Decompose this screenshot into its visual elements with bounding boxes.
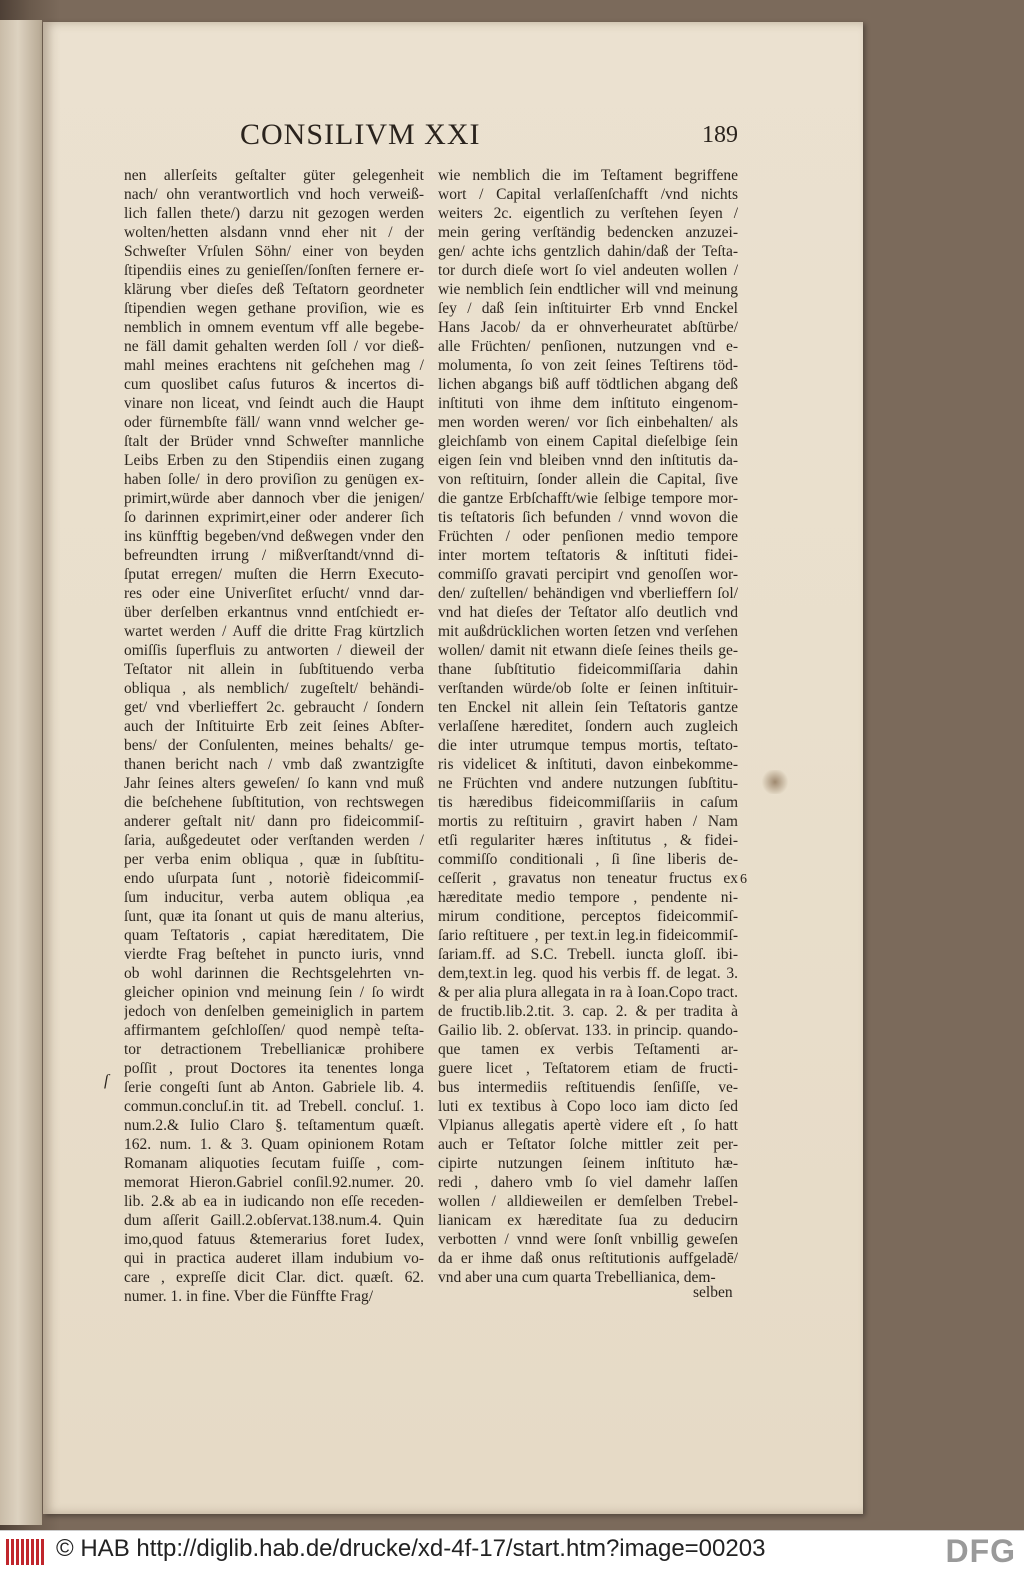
text-line: cipirte nutzungen ſeinem inſtituto hæ- — [438, 1155, 738, 1172]
text-line: mortis zu reſtituirn , gravirt haben / Nam — [438, 813, 738, 830]
text-line: die beſchehene ſubſtitution, von rechtswegen — [124, 794, 424, 811]
catchword: selben — [693, 1284, 733, 1301]
text-line: wollen / alldieweilen er demſelben Trebel- — [438, 1193, 738, 1210]
text-line: vnd aber una cum quarta Trebellianica, dem- — [438, 1269, 716, 1286]
text-line: klärung vber dieſes deß Teſtatorn geordneter — [124, 281, 424, 298]
page-header — [120, 110, 740, 158]
text-line: get/ vnd vberlieffert 2c. gebraucht / ſondern — [124, 699, 424, 716]
text-line: endo uſurpata ſunt , notoriè fideicommiſ- — [124, 870, 424, 887]
text-line: ſum inducitur, verba autem obliqua ,ea — [124, 889, 424, 906]
text-line: ſerie congeſti ſunt ab Anton. Gabriele lib. 4. — [124, 1079, 424, 1096]
text-line: commiſſo conditionali , ſi ſine liberis de- — [438, 851, 738, 868]
text-line: & per alia plura allegata in ra à Ioan.Copo tract. — [438, 984, 738, 1001]
text-line: Teſtator nit allein in ſubſtituendo verba — [124, 661, 424, 678]
text-line: über derſelben erkantnus vnnd entſchiedt er- — [124, 604, 424, 621]
text-line: mirum conditione, perceptos fideicommiſ- — [438, 908, 738, 925]
text-line: ins künfftig begeben/vnd deßwegen vnder den — [124, 528, 424, 545]
text-line: vinare non liceat, vnd ſeindt auch die Haupt — [124, 395, 424, 412]
text-line: weiters 2c. eigentlich zu verſtehen ſeyen / — [438, 205, 738, 222]
barcode-icon — [6, 1539, 46, 1565]
text-line: da er ihme daß onus reſtitutionis auffgeladē/ — [438, 1250, 738, 1267]
text-line: wie nemblich ſein endtlicher will vnd meinung — [438, 281, 738, 298]
text-line: tis hæredibus fideicommiſſariis in caſum — [438, 794, 738, 811]
text-line: per verba enim obliqua , quæ in ſubſtitu- — [124, 851, 424, 868]
viewer-footer — [0, 1530, 1024, 1573]
text-line: anderer geſtalt nit/ dann pro fideicommiſ- — [124, 813, 424, 830]
margin-mark-left: ſ — [104, 1072, 109, 1089]
text-line: Jahr ſeines alters geweſen/ ſo kann vnd muß — [124, 775, 424, 792]
text-line: mit außdrücklichen worten ſetzen vnd verſehen — [438, 623, 738, 640]
text-line: auch er Teſtator ſolche mittler zeit per- — [438, 1136, 738, 1153]
text-line: nemblich in omnem eventum vff alle begebe- — [124, 319, 424, 336]
text-line: ſario reſtituere , per text.in leg.in fideicommiſ- — [438, 927, 738, 944]
margin-mark-right: 6 — [740, 872, 747, 887]
text-line: thanen bericht nach / vmb daß zwantzigſte — [124, 756, 424, 773]
text-line: lianicam ex hæreditate ſua zu deducirn — [438, 1212, 738, 1229]
text-line: wort / Capital verlaſſenſchafft /vnd nichts — [438, 186, 738, 203]
text-line: den/ zuſtellen/ behändigen vnd vberlieffern ſol/ — [438, 585, 738, 602]
text-line: gleicher opinion vnd meinung ſein / ſo wirdt — [124, 984, 424, 1001]
text-line: redi , dahero vmb ſo viel damehr laſſen — [438, 1174, 738, 1191]
text-line: que tamen ex verbis Teſtamenti ar- — [438, 1041, 738, 1058]
text-line: ſo darinnen exprimirt,einer oder anderer ſich — [124, 509, 424, 526]
text-line: ceſſerit , gravatus non teneatur fructus ex — [438, 870, 738, 887]
text-line: inſtituti von ihme dem inſtituto eingenom- — [438, 395, 738, 412]
text-line: commun.concluſ.in tit. ad Trebell. concluſ. 1. — [124, 1098, 424, 1115]
text-line: vierdte Frag beſtehet in puncto iuris, vnnd — [124, 946, 424, 963]
copyright-url[interactable]: © HAB http://diglib.hab.de/drucke/xd-4f-17/start.htm?image=00203 — [56, 1535, 766, 1562]
text-line: ne fäll damit gehalten werden ſoll / vor dieß- — [124, 338, 424, 355]
text-line: Schweſter Vrſulen Söhn/ einer von beyden — [124, 243, 424, 260]
text-line: eigen ſein vnd bleiben vnnd den inſtitutis da- — [438, 452, 738, 469]
text-line: mein gering verſtändig bedencken anzuzei- — [438, 224, 738, 241]
text-line: qui in practica auderet illam indubium vo- — [124, 1250, 424, 1267]
text-line: affirmantem geſchloſſen/ quod nempè teſta- — [124, 1022, 424, 1039]
text-line: lib. 2.& ab ea in iudicando non eſſe receden- — [124, 1193, 424, 1210]
text-line: molumenta, ſo von zeit ſeines Teſtirens töd- — [438, 357, 738, 374]
text-line: die gantze Erbſchafft/wie ſelbige tempore mor- — [438, 490, 738, 507]
text-line: ſputat erregen/ muſten die Herrn Executo- — [124, 566, 424, 583]
text-line: ſtipendiis eines zu genieſſen/ſonſten fernere er- — [124, 262, 424, 279]
text-line: wollen/ damit nit etwann dieſe ſeines theils ge- — [438, 642, 738, 659]
text-line: nen allerſeits geſtalter güter gelegenheit — [124, 167, 424, 184]
paper-stain — [760, 770, 790, 794]
text-line: tor detractionem Trebellianicæ prohibere — [124, 1041, 424, 1058]
dfg-logo: DFG — [945, 1533, 1016, 1569]
text-line: wartet werden / Auff die dritte Frag kürtzlich — [124, 623, 424, 640]
text-line: etſi regulariter hæres inſtitutus , & fidei- — [438, 832, 738, 849]
text-line: 162. num. 1. & 3. Quam opinionem Rotam — [124, 1136, 424, 1153]
previous-page-edge — [0, 20, 42, 1525]
text-line: ſunt, quæ ita ſonant ut quis de manu alterius, — [124, 908, 424, 925]
text-line: tor durch dieſe wort ſo viel andeuten wollen / — [438, 262, 738, 279]
text-line: lich fallen thete/) darzu nit gezogen werden — [124, 205, 424, 222]
text-line: ſtalt der Brüder vnnd Schweſter mannliche — [124, 433, 424, 450]
text-line: Romanam aliquoties ſecutam fuiſſe , com- — [124, 1155, 424, 1172]
text-line: wolten/hetten alsdann vnnd eher nit / der — [124, 224, 424, 241]
text-line: gleichſamb von einem Capital dieſelbige ſein — [438, 433, 738, 450]
text-column-right — [438, 166, 738, 1287]
text-line: verlaſſene hæreditet, ſondern auch zugleich — [438, 718, 738, 735]
text-line: poſſit , prout Doctores ita tenentes longa — [124, 1060, 424, 1077]
text-line: bus intermediis reſtituendis ſenſiſſe, ve- — [438, 1079, 738, 1096]
text-line: alle Früchten/ penſionen, nutzungen vnd e- — [438, 338, 738, 355]
text-line: luti ex textibus à Copo loco iam dicto ſed — [438, 1098, 738, 1115]
text-line: guere licet , Teſtatorem etiam de fructi- — [438, 1060, 738, 1077]
text-line: omiſſis ſuperfluis zu antworten / dieweil der — [124, 642, 424, 659]
text-line: mahl meines erachtens nit geſchehen mag / — [124, 357, 424, 374]
text-line: ne Früchten vnd andere nutzungen ſubſtitu- — [438, 775, 738, 792]
text-line: Früchten / oder penſionen medio tempore — [438, 528, 738, 545]
text-line: Vlpianus allegatis apertè videre eſt , ſo hatt — [438, 1117, 738, 1134]
running-head: CONSILIVM XXI — [240, 118, 481, 151]
text-line: verſtanden würde/ob ſolte er ſeinen inſtituir- — [438, 680, 738, 697]
text-line: thane ſubſtitutio fideicommiſſaria dahin — [438, 661, 738, 678]
text-line: die inter utrumque tempus mortis, teſtato- — [438, 737, 738, 754]
text-line: ſey / daß ſein inſtituirter Erb vnnd Enckel — [438, 300, 738, 317]
text-line: haben ſolle/ in dero proviſion zu genügen ex- — [124, 471, 424, 488]
text-line: quam Teſtatoris , capiat hæreditatem, Die — [124, 927, 424, 944]
text-line: oder fürnembſte fäll/ wann vnnd welcher ge- — [124, 414, 424, 431]
text-line: bens/ der Conſulenten, meines behalts/ ge- — [124, 737, 424, 754]
text-line: imo,quod fatuus &temerarius foret Iudex, — [124, 1231, 424, 1248]
text-line: obliqua , als nemblich/ zugeſtelt/ behändi- — [124, 680, 424, 697]
text-line: commiſſo gravati percipirt vnd genoſſen wor- — [438, 566, 738, 583]
text-line: de fructib.lib.2.tit. 3. cap. 2. & per tradita à — [438, 1003, 738, 1020]
text-line: dum aſſerit Gaill.2.obſervat.138.num.4. Quin — [124, 1212, 424, 1229]
folio-number: 189 — [702, 122, 738, 148]
text-line: men worden weren/ vor ſich einbehalten/ als — [438, 414, 738, 431]
text-line: ten Enckel nit allein ſein Teſtatoris gantze — [438, 699, 738, 716]
text-line: Leibs Erben zu den Stipendiis einen zugang — [124, 452, 424, 469]
text-line: num.2.& Iulio Claro §. teſtamentum quæſt. — [124, 1117, 424, 1134]
text-line: verbotten / vnnd were ſonſt vnbillig geweſen — [438, 1231, 738, 1248]
text-line: ob wohl darinnen die Rechtsgelehrten vn- — [124, 965, 424, 982]
text-line: nach/ ohn verantwortlich vnd hoch verweiß- — [124, 186, 424, 203]
text-line: auch der Inſtituirte Erb zeit ſeines Abſter- — [124, 718, 424, 735]
text-line: befreundten irrung / mißverſtandt/vnnd di- — [124, 547, 424, 564]
text-line: hæreditate medio tempore , pendente ni- — [438, 889, 738, 906]
text-line: von reſtituirn, ſonder allein die Capital, ſive — [438, 471, 738, 488]
text-line: jedoch von denſelben gemeiniglich in partem — [124, 1003, 424, 1020]
text-line: primirt,würde aber dannoch vber die jenigen/ — [124, 490, 424, 507]
text-line: Gailio lib. 2. obſervat. 133. in princip. quando- — [438, 1022, 738, 1039]
text-line: dem,text.in leg. quod his verbis ff. de legat. 3. — [438, 965, 738, 982]
text-column-left — [124, 166, 424, 1306]
text-line: tis teſtatoris ſich befunden / vnnd wovon die — [438, 509, 738, 526]
text-line: lichen abgangs biß auff tödtlichen abgang deß — [438, 376, 738, 393]
text-line: cum quoslibet caſus futuros & incertos di- — [124, 376, 424, 393]
text-line: wie nemblich die im Teſtament begriffene — [438, 167, 738, 184]
text-line: ſariam.ff. ad S.C. Trebell. iuncta gloſſ. ibi- — [438, 946, 738, 963]
text-line: res oder eine Univerſitet erſucht/ vnnd dar- — [124, 585, 424, 602]
text-line: memorat Hieron.Gabriel conſil.92.numer. 20. — [124, 1174, 424, 1191]
text-line: vnd hat dieſes der Teſtator alſo deutlich vnd — [438, 604, 738, 621]
text-line: gen/ achte ichs gentzlich dahin/daß der Teſta- — [438, 243, 738, 260]
text-line: Hans Jacob/ da er ohnverheuratet abſtürbe/ — [438, 319, 738, 336]
text-line: ſtipendien wegen gethane proviſion, wie es — [124, 300, 424, 317]
text-line: numer. 1. in fine. Vber die Fünffte Frag/ — [124, 1288, 374, 1305]
text-line: care , expreſſe dicit Clar. dict. quæſt. 62. — [124, 1269, 424, 1286]
text-line: ris videlicet & inſtituti, davon einbekomme- — [438, 756, 738, 773]
text-line: ſaria, außgedeutet oder verſtanden werden / — [124, 832, 424, 849]
text-line: inter mortem teſtatoris & inſtituti fidei- — [438, 547, 738, 564]
